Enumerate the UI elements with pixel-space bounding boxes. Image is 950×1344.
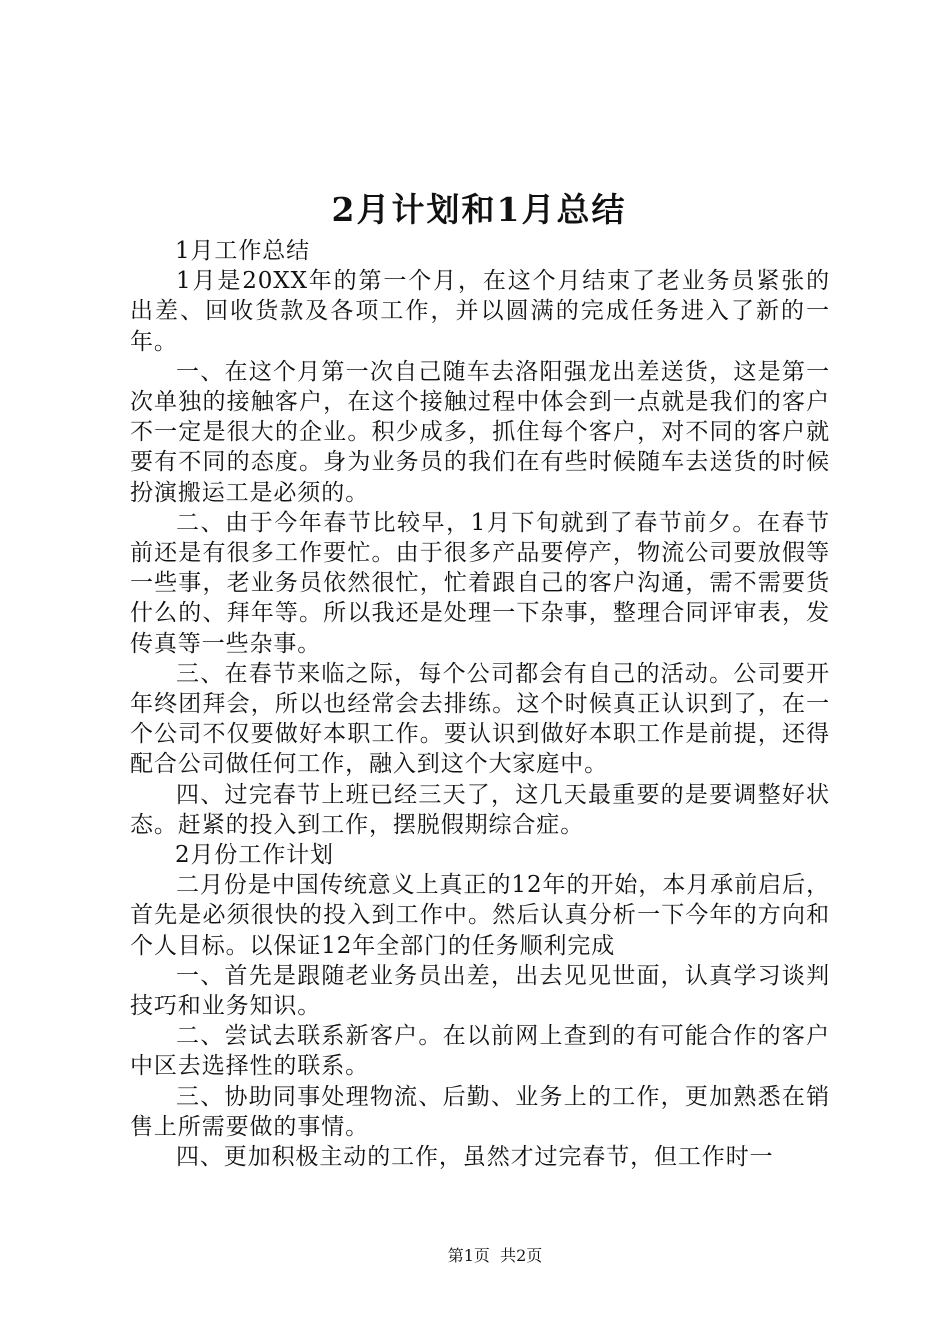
paragraph: 四、过完春节上班已经三天了，这几天最重要的是要调整好状态。赶紧的投入到工作，摆脱假期综合症。 xyxy=(130,781,830,838)
paragraph: 二月份是中国传统意义上真正的12年的开始，本月承前启后，首先是必须很快的投入到工作中。然后认真分析一下今年的方向和个人目标。以保证12年全部门的任务顺利完成 xyxy=(130,872,830,959)
page-footer xyxy=(0,1244,950,1268)
document-body xyxy=(130,236,830,1172)
page-number: 第1页 xyxy=(447,1246,490,1265)
paragraph: 二、尝试去联系新客户。在以前网上查到的有可能合作的客户中区去选择性的联系。 xyxy=(130,1023,830,1080)
section-heading: 2月份工作计划 xyxy=(175,842,334,869)
document-title: 2月计划和1月总结 xyxy=(331,190,627,229)
paragraph: 1月是20XX年的第一个月，在这个月结束了老业务员紧张的出差、回收货款及各项工作，并以圆满的完成任务进入了新的一年。 xyxy=(130,268,830,355)
page-total: 共2页 xyxy=(500,1246,543,1265)
paragraph: 四、更加积极主动的工作，虽然才过完春节，但工作时一 xyxy=(176,1144,774,1171)
footer-spacer xyxy=(490,1246,500,1265)
paragraph: 一、在这个月第一次自己随车去洛阳强龙出差送货，这是第一次单独的接触客户，在这个接触过程中体会到一点就是我们的客户不一定是很大的企业。积少成多，抓住每个客户，对不同的客户就要有不同的态度。身为业务员的我们在有些时候随车去送货的时候扮演搬运工是必须的。 xyxy=(130,358,830,506)
paragraph: 二、由于今年春节比较早，1月下旬就到了春节前夕。在春节前还是有很多工作要忙。由于很多产品要停产，物流公司要放假等一些事，老业务员依然很忙，忙着跟自己的客户沟通，需不需要货什么的、拜年等。所以我还是处理一下杂事，整理合同评审表，发传真等一些杂事。 xyxy=(130,509,830,657)
section-heading: 1月工作总结 xyxy=(175,238,311,264)
paragraph: 一、首先是跟随老业务员出差，出去见见世面，认真学习谈判技巧和业务知识。 xyxy=(130,962,830,1020)
paragraph: 三、协助同事处理物流、后勤、业务上的工作，更加熟悉在销售上所需要做的事情。 xyxy=(130,1083,830,1140)
paragraph: 三、在春节来临之际，每个公司都会有自己的活动。公司要开年终团拜会，所以也经常会去排练。这个时候真正认识到了，在一个公司不仅要做好本职工作。要认识到做好本职工作是前提，还得配合公司做任何工作，融入到这个大家庭中。 xyxy=(130,660,830,778)
